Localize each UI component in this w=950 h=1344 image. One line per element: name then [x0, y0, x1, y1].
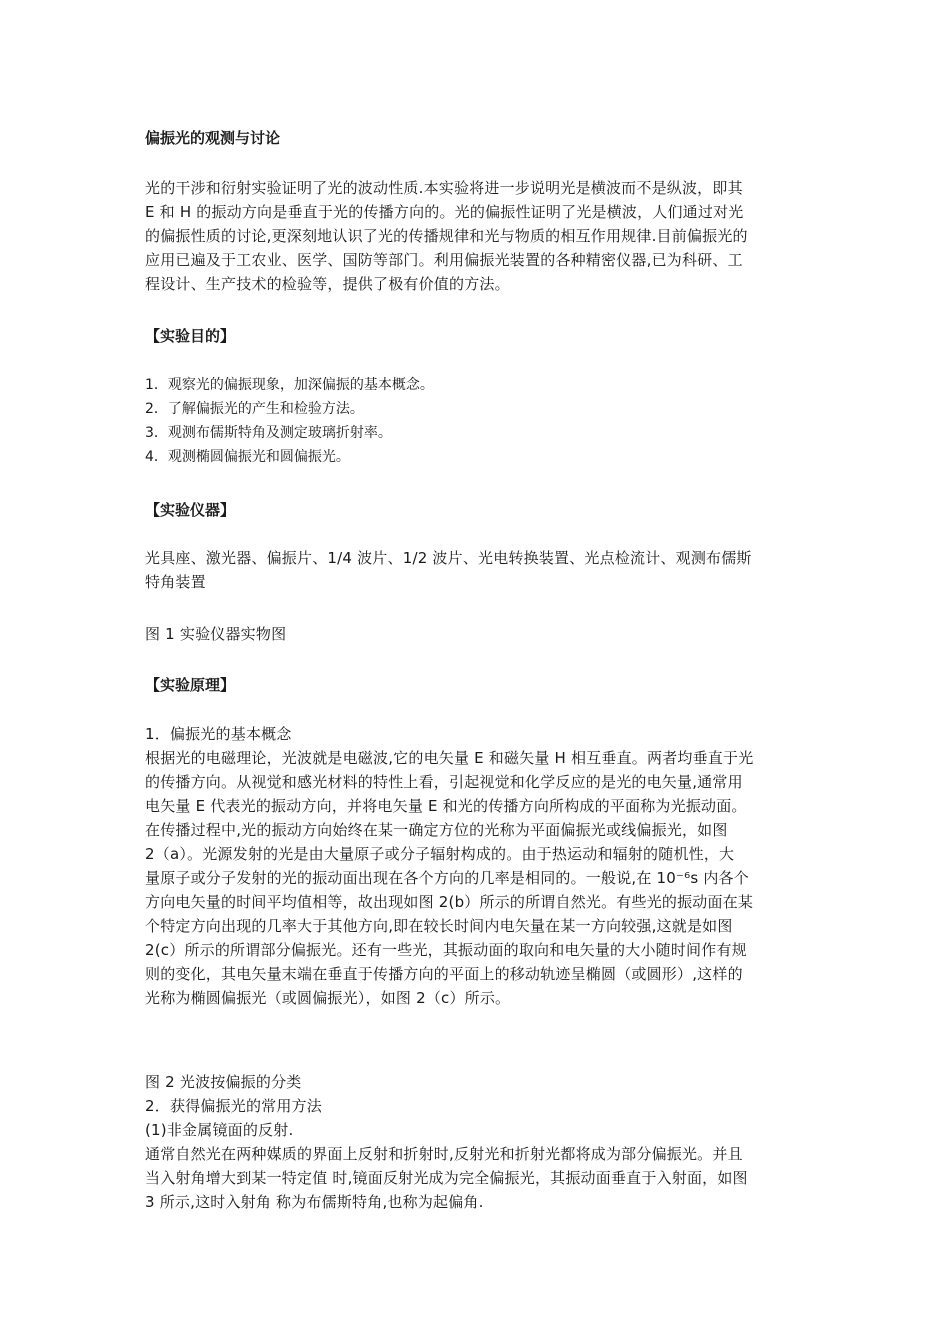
principle-line: 个特定方向出现的几率大于其他方向,即在较长时间内电矢量在某一方向较强,这就是如图	[145, 917, 733, 935]
principle-line: 在传播过程中,光的振动方向始终在某一确定方位的光称为平面偏振光或线偏振光，如图	[145, 821, 728, 839]
intro-paragraph	[145, 176, 815, 296]
principle-line: 的传播方向。从视觉和感光材料的特性上看，引起视觉和化学反应的是光的电矢量,通常用	[145, 773, 743, 791]
apparatus-line: 光具座、激光器、偏振片、1/4 波片、1/2 波片、光电转换装置、光点检流计、观测布儒斯	[145, 549, 752, 567]
apparatus-line: 特角装置	[145, 573, 206, 591]
figure-2-caption: 图 2 光波按偏振的分类	[145, 1073, 302, 1091]
section-heading-apparatus: 【实验仪器】	[145, 501, 236, 519]
figure-1-caption: 图 1 实验仪器实物图	[145, 625, 287, 643]
reflection-line: 3 所示,这时入射角 称为布儒斯特角,也称为起偏角.	[145, 1193, 484, 1211]
principle-line: 2（a）。光源发射的光是由大量原子或分子辐射构成的。由于热运动和辐射的随机性，大	[145, 845, 735, 863]
list-item: 4．观测椭圆偏振光和圆偏振光。	[145, 449, 350, 465]
section-heading-purpose: 【实验目的】	[145, 327, 236, 345]
principle-subheading-2: 2．获得偏振光的常用方法	[145, 1097, 322, 1115]
principle-subheading-2a: (1)非金属镜面的反射.	[145, 1121, 294, 1139]
list-item: 3．观测布儒斯特角及测定玻璃折射率。	[145, 425, 392, 441]
intro-line: 应用已遍及于工农业、医学、国防等部门。利用偏振光装置的各种精密仪器,已为科研、工	[145, 251, 743, 269]
principle-line: 根据光的电磁理论，光波就是电磁波,它的电矢量 E 和磁矢量 H 相互垂直。两者均垂直于光	[145, 749, 754, 767]
apparatus-paragraph	[145, 546, 815, 594]
principle-line: 则的变化，其电矢量末端在垂直于传播方向的平面上的移动轨迹呈椭圆（或圆形）,这样的	[145, 965, 743, 983]
principle-line: 2(c）所示的所谓部分偏振光。还有一些光，其振动面的取向和电矢量的大小随时间作有规	[145, 941, 747, 959]
intro-line: 的偏振性质的讨论,更深刻地认识了光的传播规律和光与物质的相互作用规律.目前偏振光的	[145, 227, 748, 245]
principle-line: 光称为椭圆偏振光（或圆偏振光），如图 2（c）所示。	[145, 989, 511, 1007]
purpose-list	[145, 373, 815, 469]
section-heading-principle: 【实验原理】	[145, 676, 236, 694]
principle-paragraph	[145, 746, 815, 1010]
principle-subheading-1: 1．偏振光的基本概念	[145, 725, 292, 743]
reflection-paragraph	[145, 1142, 815, 1214]
intro-line: 程设计、生产技术的检验等，提供了极有价值的方法。	[145, 275, 510, 293]
list-item: 2．了解偏振光的产生和检验方法。	[145, 401, 364, 417]
principle-line: 电矢量 E 代表光的振动方向，并将电矢量 E 和光的传播方向所构成的平面称为光振动面。	[145, 797, 747, 815]
intro-line: 光的干涉和衍射实验证明了光的波动性质.本实验将进一步说明光是横波而不是纵波，即其	[145, 179, 743, 197]
intro-line: E 和 H 的振动方向是垂直于光的传播方向的。光的偏振性证明了光是横波，人们通过对光	[145, 203, 744, 221]
document-title: 偏振光的观测与讨论	[145, 129, 281, 147]
reflection-line: 当入射角增大到某一特定值 时,镜面反射光成为完全偏振光，其振动面垂直于入射面，如图	[145, 1169, 748, 1187]
principle-line: 方向电矢量的时间平均值相等，故出现如图 2(b）所示的所谓自然光。有些光的振动面在某	[145, 893, 754, 911]
list-item: 1．观察光的偏振现象，加深偏振的基本概念。	[145, 377, 434, 393]
principle-line: 量原子或分子发射的光的振动面出现在各个方向的几率是相同的。一般说,在 10⁻⁶s 内各个	[145, 869, 749, 887]
reflection-line: 通常自然光在两种媒质的界面上反射和折射时,反射光和折射光都将成为部分偏振光。并且	[145, 1145, 743, 1163]
